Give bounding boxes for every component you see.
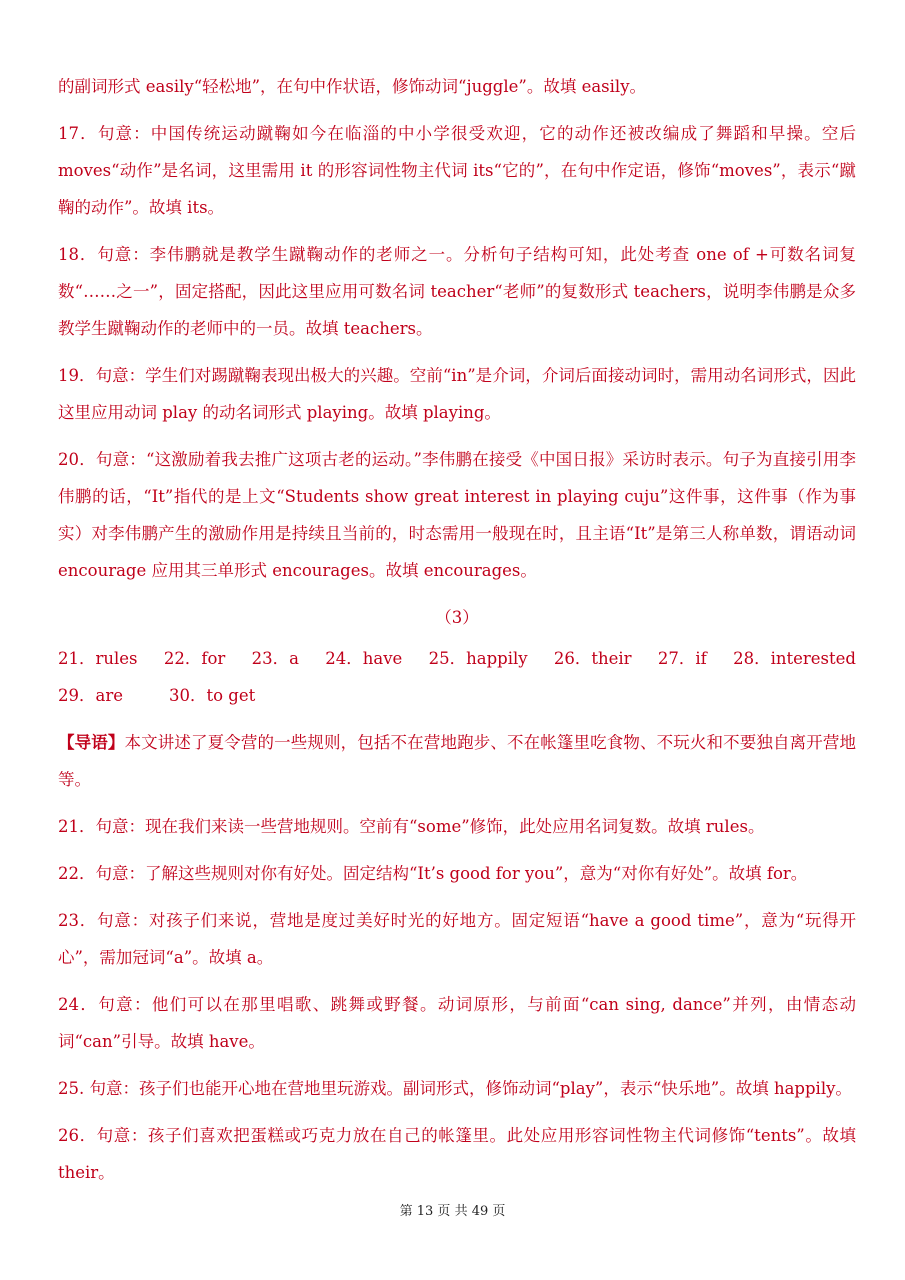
explanation-26: 26．句意：孩子们喜欢把蛋糕或巧克力放在自己的帐篷里。此处应用形容词性物主代词修饰“tents”。故填 their。: [58, 1126, 856, 1182]
explanation-24: 24．句意：他们可以在那里唱歌、跳舞或野餐。动词原形，与前面“can sing, dance”并列，由情态动词“can”引导。故填 have。: [58, 995, 856, 1051]
explanation-18: 18．句意：李伟鹏就是教学生蹴鞠动作的老师之一。分析句子结构可知，此处考查 one of +可数名词复数“……之一”，固定搭配，因此这里应用可数名词 teacher“老师”的复数形式 teachers，说明李伟鹏是众多教学生蹴鞠动作的老师中的一员。故填 teachers。: [58, 245, 856, 338]
document-page: [58, 68, 856, 1191]
guide-paragraph: [58, 724, 856, 798]
explanation-17: 17．句意：中国传统运动蹴鞠如今在临淄的中小学很受欢迎，它的动作还被改编成了舞蹈和早操。空后 moves“动作”是名词，这里需用 it 的形容词性物主代词 its“它的”，在句中作定语，修饰“moves”，表示“蹴鞠的动作”。故填 its。: [58, 124, 856, 217]
explanation-21: 21．句意：现在我们来读一些营地规则。空前有“some”修饰，此处应用名词复数。故填 rules。: [58, 817, 765, 836]
section-label: （3）: [435, 608, 479, 627]
explanation-23: 23．句意：对孩子们来说，营地是度过美好时光的好地方。固定短语“have a good time”，意为“玩得开心”，需加冠词“a”。故填 a。: [58, 911, 856, 967]
answer-key-row-1: [58, 640, 856, 677]
page-footer: [0, 1200, 905, 1219]
answer-28: 28．interested: [733, 649, 856, 668]
explanation-22: 22．句意：了解这些规则对你有好处。固定结构“It’s good for you”，意为“对你有好处”。故填 for。: [58, 864, 808, 883]
explanation-25: 25. 句意：孩子们也能开心地在营地里玩游戏。副词形式，修饰动词“play”，表示“快乐地”。故填 happily。: [58, 1079, 852, 1098]
paragraph-continuation: 的副词形式 easily“轻松地”，在句中作状语，修饰动词“juggle”。故填 easily。: [58, 77, 647, 96]
answer-27: 27．if: [657, 649, 707, 668]
answer-key-row-2: [58, 677, 856, 714]
explanation-19: 19．句意：学生们对踢蹴鞠表现出极大的兴趣。空前“in”是介词，介词后面接动词时，需用动名词形式，因此这里应用动词 play 的动名词形式 playing。故填 playing。: [58, 366, 856, 422]
answer-21: 21．rules: [58, 649, 138, 668]
explanation-20: 20．句意：“这激励着我去推广这项古老的运动。”李伟鹏在接受《中国日报》采访时表示。句子为直接引用李伟鹏的话，“It”指代的是上文“Students show great interest in playing cuju”这件事，这件事（作为事实）对李伟鹏产生的激励作用是持续且当前的，时态需用一般现在时，且主语“It”是第三人称单数，谓语动词 encourage 应用其三单形式 encourages。故填 encourages。: [58, 450, 856, 580]
page-number-label: 第 13 页 共 49 页: [399, 1204, 506, 1219]
answer-23: 23．a: [251, 649, 299, 668]
guide-text: 本文讲述了夏令营的一些规则，包括不在营地跑步、不在帐篷里吃食物、不玩火和不要独自离开营地等。: [58, 733, 857, 789]
answer-22: 22．for: [163, 649, 226, 668]
answer-29: 29．are: [58, 686, 123, 705]
answer-25: 25．happily: [428, 649, 528, 668]
answer-24: 24．have: [325, 649, 403, 668]
guide-tag: 【导语】: [58, 733, 125, 752]
answer-30: 30．to get: [169, 686, 256, 705]
answer-26: 26．their: [553, 649, 632, 668]
